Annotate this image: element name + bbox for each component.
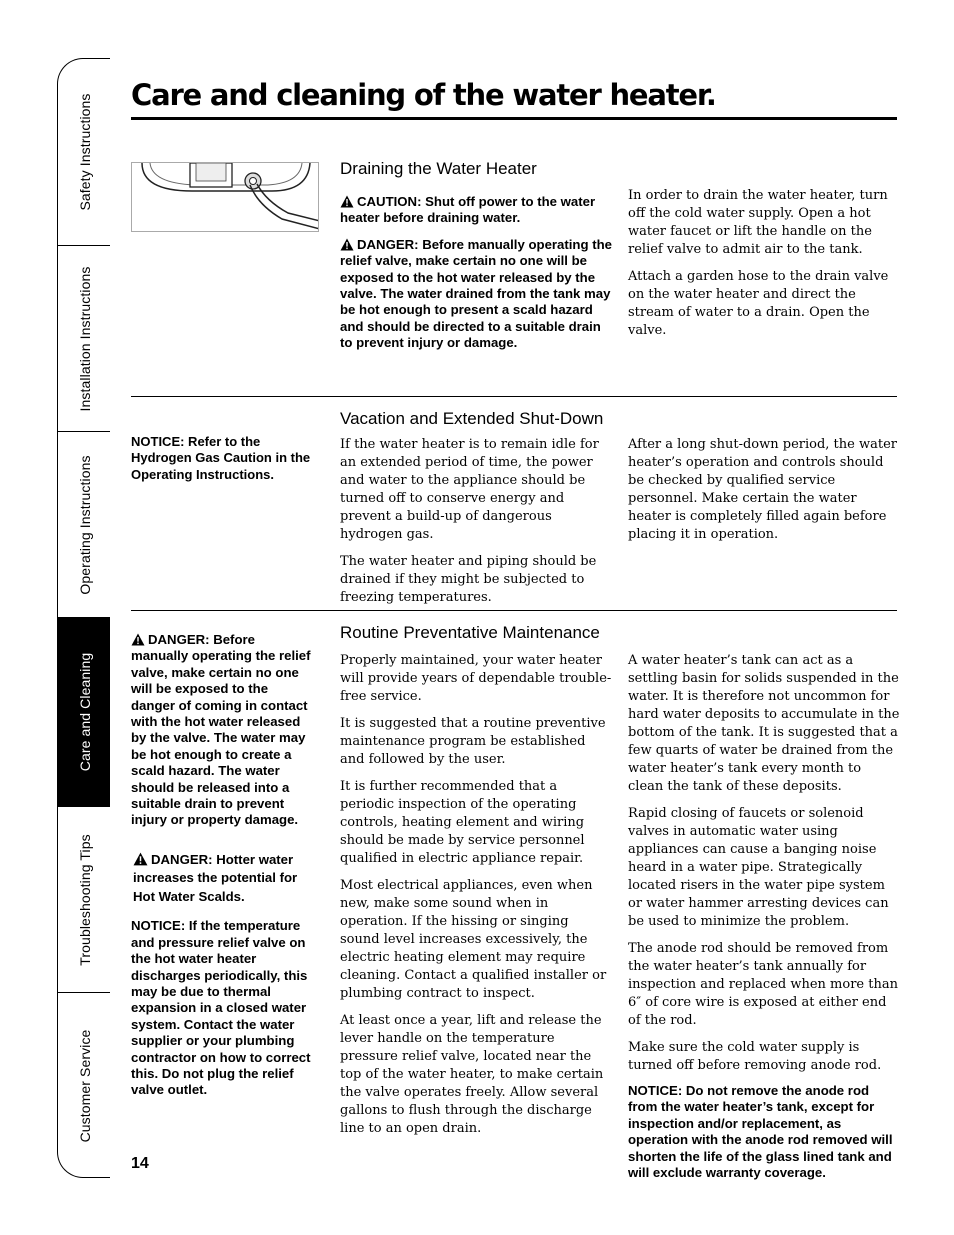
title-divider: [131, 117, 897, 120]
warning-icon: [133, 852, 148, 866]
relief-valve-notice: NOTICE: If the temperature and pressure relief valve on the hot water heater discharges periodically, this may be due to thermal expansion in a closed water system. Contact the water supplier or your plumbing contractor on how to correct this. Do not plug the relief valve outlet.: [131, 918, 311, 1098]
warning-icon: [131, 633, 145, 646]
tab-label: Troubleshooting Tips: [76, 833, 93, 966]
tab-safety-instructions[interactable]: [58, 59, 110, 245]
danger-text: DANGER: Hotter water increases the potential for Hot Water Scalds.: [133, 851, 298, 904]
caution-notice: [340, 194, 612, 227]
draining-heading: Draining the Water Heater: [340, 159, 537, 178]
anode-rod-notice: NOTICE: Do not remove the anode rod from the water heater’s tank, except for inspection and/or replacement, as operation with the anode rod removed will shorten the life of the glass lined tank and will exclude warranty coverage.: [628, 1083, 893, 1181]
maintenance-heading: Routine Preventative Maintenance: [340, 623, 600, 642]
notice-text: NOTICE: Refer to the Hydrogen Gas Caution in the Operating Instructions.: [131, 434, 311, 482]
section-divider: [131, 396, 897, 397]
paragraph: Most electrical appliances, even when new, make some sound when in operation. If the hissing or singing sound level increases excessively, the electric heating element may require cleaning. Contact a qualified installer or plumbing contract to inspect.: [340, 878, 607, 1001]
maintenance-left-column: [340, 652, 612, 1147]
tab-customer-service[interactable]: [58, 992, 110, 1178]
paragraph: Properly maintained, your water heater will provide years of dependable trouble-free service.: [340, 653, 612, 704]
warning-icon: [340, 238, 354, 251]
vacation-left-column: [340, 436, 612, 616]
tab-label: Care and Cleaning: [76, 652, 93, 772]
paragraph: If the water heater is to remain idle for an extended period of time, the power and water to the appliance should be turned off to conserve energy and prevent a build-up of dangerous hydrogen gas.: [340, 437, 599, 542]
paragraph: The water heater and piping should be drained if they might be subjected to freezing temperatures.: [340, 554, 597, 605]
paragraph: After a long shut-down period, the water heater’s operation and controls should be checked by qualified service personnel. Make certain the water heater is completely filled again before placing it in operation.: [628, 437, 897, 542]
draining-instructions: [628, 187, 896, 349]
vacation-heading: Vacation and Extended Shut-Down: [340, 409, 604, 428]
draining-warnings: [340, 194, 612, 364]
water-heater-drain-illustration: [131, 162, 319, 232]
caution-text: CAUTION: Shut off power to the water heater before draining water.: [340, 194, 596, 226]
tab-installation-instructions[interactable]: [58, 245, 110, 431]
page-number: 14: [131, 1155, 149, 1172]
danger-text: DANGER: Before manually operating the relief valve, make certain no one will be exposed to the danger of coming in contact with the hot water released by the valve. The water may be hot enough to create a scald hazard. The water should be released into a suitable drain to prevent injury or property damage.: [131, 632, 311, 828]
paragraph: In order to drain the water heater, turn off the cold water supply. Open a hot water faucet or lift the handle on the relief valve to admit air to the tank.: [628, 188, 888, 257]
paragraph: Attach a garden hose to the drain valve on the water heater and direct the stream of water to a drain. Open the valve.: [628, 269, 889, 338]
paragraph: Rapid closing of faucets or solenoid valves in automatic water using appliances can cause a banging noise heard in a water pipe. Strategically located risers in the water pipe system or water hammer arresting devices can be used to minimize the problem.: [628, 806, 889, 929]
danger-text: DANGER: Before manually operating the relief valve, make certain no one will be exposed to the hot water released by the valve. The water drained from the tank may be hot enough to present a scald hazard and should be directed to a suitable drain to prevent injury or damage.: [340, 236, 612, 351]
page-title: Care and cleaning of the water heater.: [131, 78, 716, 112]
warning-icon: [340, 195, 354, 208]
tab-care-and-cleaning[interactable]: [58, 617, 110, 806]
section-divider: [131, 610, 897, 611]
vacation-right-column: [628, 436, 900, 553]
maintenance-right-column: [628, 652, 900, 1190]
paragraph: At least once a year, lift and release the lever handle on the temperature pressure relief valve, located near the top of the water heater, to make certain the valve operates freely. Allow several gallons to flush through the discharge line to an open drain.: [340, 1013, 604, 1136]
tab-label: Customer Service: [76, 1029, 93, 1143]
tab-troubleshooting-tips[interactable]: [58, 806, 110, 992]
danger-notice: [340, 237, 612, 352]
danger-notice: [131, 851, 311, 907]
paragraph: A water heater’s tank can act as a settling basin for solids suspended in the water. It is therefore not uncommon for hard water deposits to accumulate in the bottom of the tank. It is suggested that a few quarts of water be drained from the water heater’s tank every month to clean the tank of these deposits.: [628, 653, 900, 794]
tab-label: Operating Instructions: [76, 454, 93, 595]
hydrogen-notice: [131, 434, 311, 495]
paragraph: The anode rod should be removed from the water heater’s tank annually for inspection and replaced when more than 6″ of core wire is exposed at either end of the rod.: [628, 941, 898, 1028]
maintenance-side-notices: [131, 632, 311, 1111]
danger-notice: [131, 632, 311, 829]
paragraph: It is further recommended that a periodic inspection of the operating controls, heating element and wiring should be made by service personnel qualified in electric appliance repair.: [340, 779, 585, 866]
tab-label: Installation Instructions: [76, 266, 93, 411]
side-tab-strip: [57, 58, 110, 1178]
paragraph: It is suggested that a routine preventive maintenance program be established and followed by the user.: [340, 716, 606, 767]
tab-operating-instructions[interactable]: [58, 431, 110, 617]
tab-label: Safety Instructions: [76, 93, 93, 211]
paragraph: Make sure the cold water supply is turned off before removing anode rod.: [628, 1040, 882, 1073]
